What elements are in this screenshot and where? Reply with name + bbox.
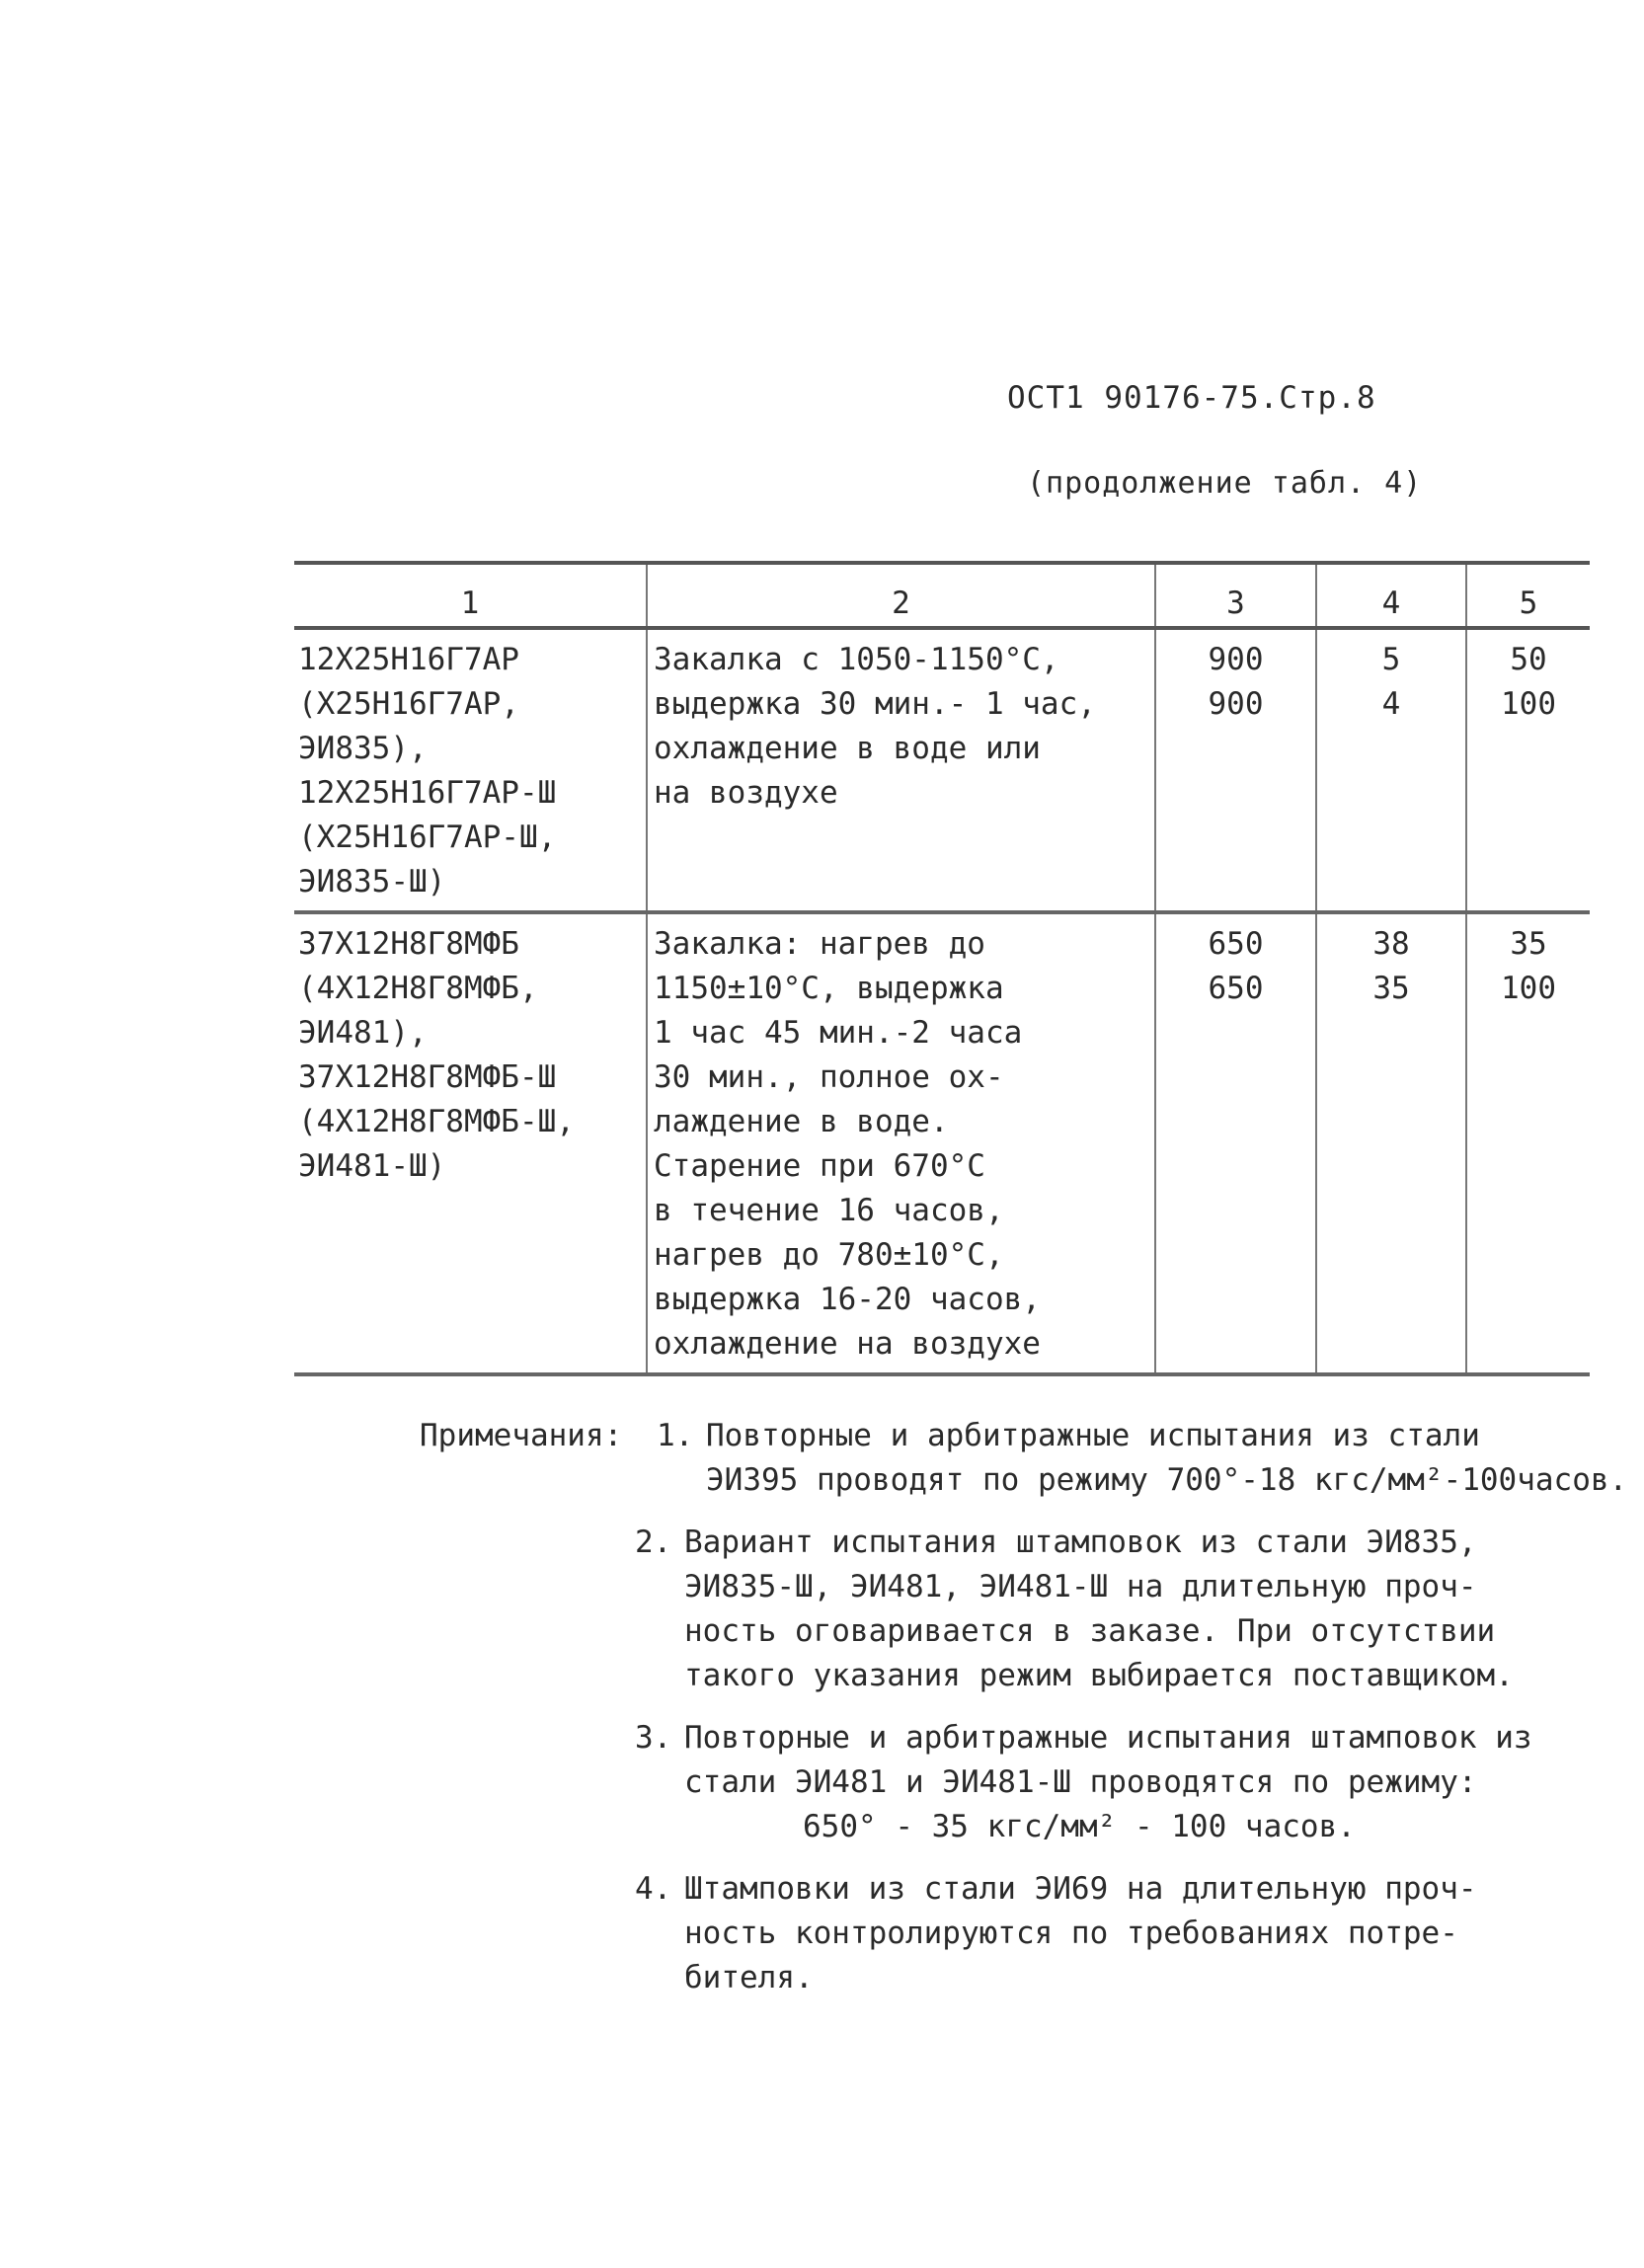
value: 100 [1501, 971, 1556, 1006]
treatment-line: 1150±10°С, выдержка [654, 971, 1004, 1006]
note-line: Штамповки из стали ЭИ69 на длительную проч- [684, 1871, 1477, 1907]
grade-line: ЭИ481), [298, 1015, 428, 1051]
column-header-3: 3 [1155, 563, 1316, 628]
value: 5 [1381, 642, 1401, 677]
grade-line: 37Х12Н8Г8МФБ [298, 926, 519, 962]
note-line: стали ЭИ481 и ЭИ481-Ш проводятся по режиму: [684, 1764, 1477, 1800]
note-line: ность оговаривается в заказе. При отсутствии [684, 1613, 1496, 1649]
note-item [420, 1716, 1634, 1849]
value: 900 [1208, 686, 1264, 722]
value-cell-col3 [1155, 628, 1316, 912]
treatment-line: 1 час 45 мин.-2 часа [654, 1015, 1023, 1051]
note-text [706, 1414, 1634, 1503]
note-line: Вариант испытания штамповок из стали ЭИ835, [684, 1525, 1477, 1560]
grade-line: (4Х12Н8Г8МФБ-Ш, [298, 1104, 575, 1139]
note-line: ЭИ395 проводят по режиму 700°-18 кгс/мм²-100часов. [706, 1462, 1628, 1498]
grade-line: (4Х12Н8Г8МФБ, [298, 971, 538, 1006]
grade-line: 37Х12Н8Г8МФБ-Ш [298, 1059, 557, 1095]
document-reference: ОСТ1 90176-75.Стр.8 [1007, 380, 1376, 416]
note-line: Повторные и арбитражные испытания штамповок из [684, 1720, 1532, 1756]
grade-line: ЭИ835), [298, 731, 428, 766]
note-item [420, 1414, 1634, 1503]
note-number: 4. [635, 1871, 672, 1907]
notes-label: Примечания: [420, 1418, 623, 1453]
treatment-line: лаждение в воде. [654, 1104, 949, 1139]
treatment-line: 30 мин., полное ох- [654, 1059, 1004, 1095]
table-header-row [294, 563, 1590, 628]
treatment-line: выдержка 30 мин.- 1 час, [654, 686, 1096, 722]
note-line: ЭИ835-Ш, ЭИ481, ЭИ481-Ш на длительную проч- [684, 1569, 1477, 1604]
treatment-line: на воздухе [654, 775, 838, 811]
table-row [294, 912, 1590, 1374]
note-line: такого указания режим выбирается поставщиком. [684, 1658, 1514, 1693]
column-header-2: 2 [647, 563, 1155, 628]
steel-grade-cell [294, 628, 647, 912]
value-cell-col5 [1466, 912, 1590, 1374]
note-line: Повторные и арбитражные испытания из стали [706, 1418, 1480, 1453]
value: 4 [1381, 686, 1401, 722]
value-cell-col4 [1316, 912, 1466, 1374]
value-cell-col4 [1316, 628, 1466, 912]
value-cell-col5 [1466, 628, 1590, 912]
note-number: 2. [635, 1525, 672, 1560]
value-cell-col3 [1155, 912, 1316, 1374]
treatment-cell [647, 912, 1155, 1374]
steel-grade-cell [294, 912, 647, 1374]
column-header-4: 4 [1316, 563, 1466, 628]
treatment-cell [647, 628, 1155, 912]
note-item [420, 1521, 1634, 1698]
treatment-line: Старение при 670°С [654, 1148, 985, 1184]
grade-line: (Х25Н16Г7АР-Ш, [298, 820, 557, 855]
value: 35 [1510, 926, 1547, 962]
notes-section [420, 1414, 1634, 2018]
treatment-line: в течение 16 часов, [654, 1193, 1004, 1228]
note-text [684, 1521, 1634, 1698]
treatment-line: Закалка: нагрев до [654, 926, 985, 962]
grade-line: 12Х25Н16Г7АР [298, 642, 519, 677]
table-row [294, 628, 1590, 912]
treatment-line: Закалка с 1050-1150°С, [654, 642, 1059, 677]
note-number: 3. [635, 1720, 672, 1756]
value: 900 [1208, 642, 1264, 677]
note-item [420, 1867, 1634, 2000]
value: 100 [1501, 686, 1556, 722]
heat-treatment-table [294, 561, 1590, 1376]
column-header-5: 5 [1466, 563, 1590, 628]
grade-line: ЭИ835-Ш) [298, 864, 446, 899]
note-line: 650° - 35 кгс/мм² - 100 часов. [803, 1809, 1356, 1844]
grade-line: (Х25Н16Г7АР, [298, 686, 519, 722]
note-number: 1. [657, 1418, 694, 1453]
note-text [684, 1867, 1634, 2000]
treatment-line: выдержка 16-20 часов, [654, 1282, 1041, 1317]
value: 35 [1372, 971, 1410, 1006]
grade-line: 12Х25Н16Г7АР-Ш [298, 775, 557, 811]
column-header-1: 1 [294, 563, 647, 628]
value: 50 [1510, 642, 1547, 677]
grade-line: ЭИ481-Ш) [298, 1148, 446, 1184]
note-line: бителя. [684, 1960, 814, 1995]
value: 650 [1208, 926, 1264, 962]
table-continuation-caption: (продолжение табл. 4) [1027, 466, 1423, 501]
treatment-line: охлаждение в воде или [654, 731, 1041, 766]
treatment-line: нагрев до 780±10°С, [654, 1237, 1004, 1273]
treatment-line: охлаждение на воздухе [654, 1326, 1041, 1362]
note-text [684, 1716, 1634, 1849]
value: 38 [1372, 926, 1410, 962]
note-line: ность контролируются по требованиях потре- [684, 1916, 1458, 1951]
value: 650 [1208, 971, 1264, 1006]
